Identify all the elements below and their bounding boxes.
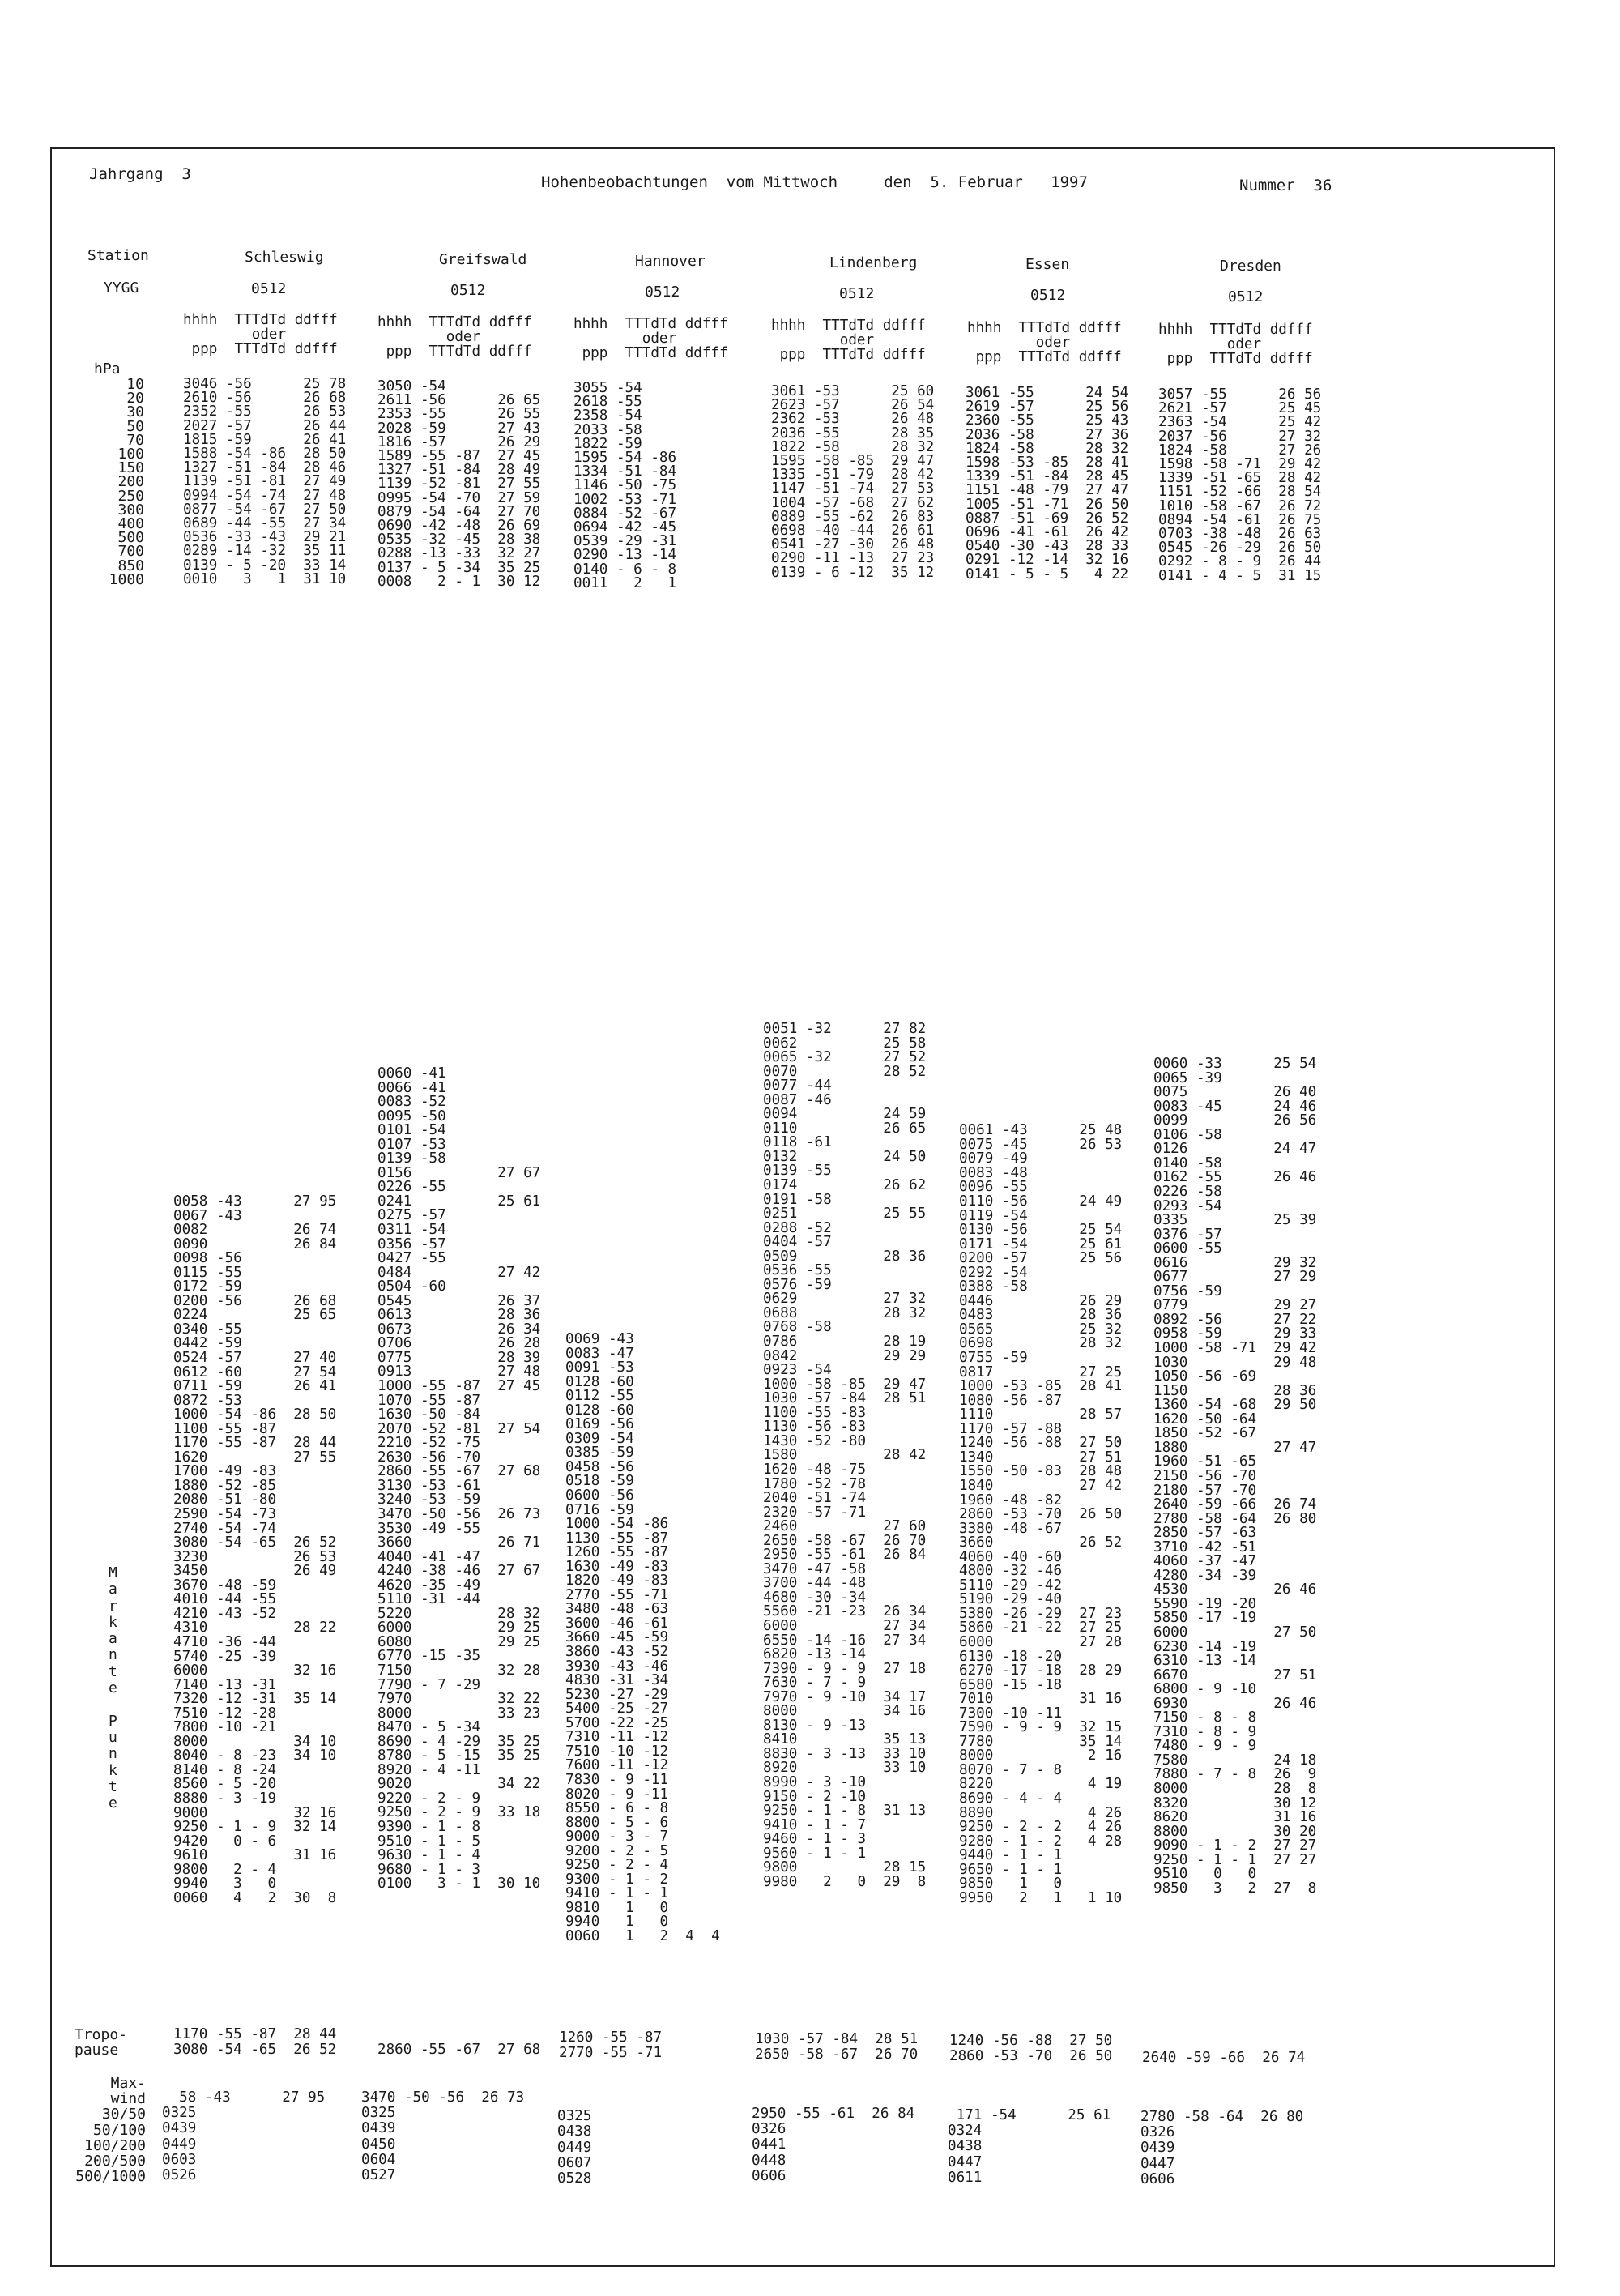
standard-levels-lindenberg: 3061 -53 25 60 2623 -57 26 54 2362 -53 26 48 2036 -55 28 35 1822 -58 28 32 1595 -58 -85 29 47 1335 -51 -79 28 42 1147 -51 -74 27 53 1004 -57 -68 27 62 0889 -55 -62 26 83 0698 -40 -44 26 61 0541 -27 -30 26 48 0290 -11 -13 27 23 0139 - 6 -12 35 12 — [771, 383, 935, 581]
issue-number: Nummer 36 — [1239, 177, 1332, 194]
station-name-lindenberg: Lindenberg — [829, 254, 918, 271]
station-name-schleswig: Schleswig — [245, 249, 324, 266]
station-name-greifswald: Greifswald — [439, 251, 527, 268]
standard-levels-essen: 3061 -55 24 54 2619 -57 25 56 2360 -55 25 43 2036 -58 27 36 1824 -58 28 32 1598 -53 -85 28 41 1339 -51 -84 28 45 1151 -48 -79 27 47 1005 -51 -71 26 50 0887 -51 -69 26 52 0696 -41 -61 26 42 0540 -30 -43 28 33 0291 -12 -14 32 16 0141 - 5 - 5 4 22 — [966, 385, 1129, 583]
tropopause-lindenberg: 1030 -57 -84 28 51 2650 -58 -67 26 70 — [755, 2031, 919, 2063]
maxwind-dresden: 2780 -58 -64 26 80 0326 0439 0447 0606 — [1140, 2109, 1304, 2187]
station-name-essen: Essen — [1025, 256, 1070, 273]
standard-levels-greifswald: 3050 -54 2611 -56 26 65 2353 -55 26 55 2028 -59 27 43 1816 -57 26 29 1589 -55 -87 27 45 1327 -51 -84 28 49 1139 -52 -81 27 55 0995 -54 -70 27 59 0879 -54 -64 27 70 0690 -42 -48 26 69 0535 -32 -45 28 38 0288 -13 -33 32 27 0137 - 5 -34 35 25 0008 2 - 1 30 12 — [377, 378, 541, 590]
maxwind-essen: 171 -54 25 61 0324 0438 0447 0611 — [948, 2107, 1111, 2186]
significant-points-lindenberg: 0051 -32 27 82 0062 25 58 0065 -32 27 52 0070 28 52 0077 -44 0087 -46 0094 24 59 0110 26 65 0118 -61 0132 24 50 0139 -55 0174 26 62 0191 -58 0251 25 55 0288 -52 0404 -57 0509 28 36 0536 -55 0576 -59 0629 27 32 0688 28 32 0768 -58 0786 28 19 0842 29 29 0923 -54 1000 -58 -85 29 47 1030 -57 -84 28 51 1100 -55 -83 1130 -56 -83 1430 -52 -80 1580 28 42 1620 -48 -75 1780 -52 -78 2040 -51 -74 2320 -57 -71 2460 27 60 2650 -58 -67 26 70 2950 -55 -61 26 84 3470 -47 -58 3700 -44 -48 4680 -30 -34 5560 -21 -23 26 34 6000 27 34 6550 -14 -16 27 34 6820 -13 -14 7390 - 9 - 9 27 18 7630 - 7 - 9 7970 - 9 -10 34 17 8000 34 16 8130 - 9 -13 8410 35 13 8830 - 3 -13 33 10 8920 33 10 8990 - 3 -10 9150 - 2 -10 9250 - 1 - 8 31 13 9410 - 1 - 7 9460 - 1 - 3 9560 - 1 - 1 9800 28 15 9980 2 0 29 8 — [763, 1021, 927, 1890]
pressure-levels: 10 20 30 50 70 100 150 200 250 300 400 500 700 850 1000 — [109, 376, 144, 588]
station-date-greifswald: 0512 — [450, 282, 486, 299]
hpa-label: hPa — [94, 361, 121, 378]
station-name-hannover: Hannover — [635, 253, 706, 270]
column-header-hannover: hhhh TTTdTd ddfff oder ppp TTTdTd ddfff — [573, 316, 728, 361]
standard-levels-hannover: 3055 -54 2618 -55 2358 -54 2033 -58 1822 -59 1595 -54 -86 1334 -51 -84 1146 -50 -75 1002 -53 -71 0884 -52 -67 0694 -42 -45 0539 -29 -31 0290 -13 -14 0140 - 6 - 8 0011 2 1 — [573, 380, 677, 591]
significant-points-hannover: 0069 -43 0083 -47 0091 -53 0128 -60 0112 -55 0128 -60 0169 -56 0309 -54 0385 -59 0458 -56 0518 -59 0600 -56 0716 -59 1000 -54 -86 1130 -55 -87 1260 -55 -87 1630 -49 -83 1820 -49 -83 2770 -55 -71 3480 -48 -63 3600 -46 -61 3660 -45 -59 3860 -43 -52 3930 -43 -46 4830 -31 -34 5230 -27 -29 5400 -25 -27 5700 -22 -25 7310 -11 -12 7510 -10 -12 7600 -11 -12 7830 - 9 -11 8020 - 9 -11 8550 - 6 - 8 8800 - 5 - 6 9000 - 3 - 7 9200 - 2 - 5 9250 - 2 - 4 9300 - 1 - 2 9410 - 1 - 1 9810 1 0 9940 1 0 0060 1 2 4 4 — [565, 1331, 720, 1944]
significant-points-essen: 0061 -43 25 48 0075 -45 26 53 0079 -49 0083 -48 0096 -55 0110 -56 24 49 0119 -54 0130 -56 25 54 0171 -54 25 61 0200 -57 25 56 0292 -54 0388 -58 0446 26 29 0483 28 36 0565 25 32 0698 28 32 0755 -59 0817 27 25 1000 -53 -85 28 41 1080 -56 -87 1110 28 57 1170 -57 -88 1240 -56 -88 27 50 1340 27 51 1550 -50 -83 28 48 1840 27 42 1960 -48 -82 2860 -53 -70 26 50 3380 -48 -67 3660 26 52 4060 -40 -60 4800 -32 -46 5110 -29 -42 5190 -29 -40 5380 -26 -29 27 23 5860 -21 -22 27 25 6000 27 28 6130 -18 -20 6270 -17 -18 28 29 6580 -15 -18 7010 31 16 7300 -10 -11 7590 - 9 - 9 32 15 7780 35 14 8000 2 16 8070 - 7 - 8 8220 4 19 8690 - 4 - 4 8890 4 26 9250 - 2 - 2 4 26 9280 - 1 - 2 4 28 9440 - 1 - 1 9650 - 1 - 1 9850 1 0 9950 2 1 1 10 — [959, 1122, 1123, 1906]
tropopause-schleswig: 1170 -55 -87 28 44 3080 -54 -65 26 52 — [173, 2026, 337, 2058]
station-date-lindenberg: 0512 — [839, 285, 875, 302]
maxwind-greifswald: 3470 -50 -56 26 73 0325 0439 0450 0604 0527 — [361, 2089, 525, 2184]
column-header-dresden: hhhh TTTdTd ddfff oder ppp TTTdTd ddfff — [1158, 322, 1313, 367]
tropopause-greifswald: 2860 -55 -67 27 68 — [377, 2042, 541, 2058]
standard-levels-dresden: 3057 -55 26 56 2621 -57 25 45 2363 -54 25 42 2037 -56 27 32 1824 -58 27 26 1598 -58 -71 29 42 1339 -51 -65 28 42 1151 -52 -66 28 54 1010 -58 -67 26 72 0894 -54 -61 26 75 0703 -38 -48 26 63 0545 -26 -29 26 50 0292 - 8 - 9 26 44 0141 - 4 - 5 31 15 — [1158, 386, 1322, 584]
station-date-dresden: 0512 — [1228, 288, 1264, 305]
jahrgang: Jahrgang 3 — [89, 165, 191, 183]
station-name-dresden: Dresden — [1220, 258, 1281, 275]
column-header-essen: hhhh TTTdTd ddfff oder ppp TTTdTd ddfff — [967, 320, 1122, 365]
station-date-schleswig: 0512 — [251, 280, 287, 297]
maxwind-schleswig: 58 -43 27 95 0325 0439 0449 0603 0526 — [162, 2089, 326, 2184]
yygg-label: YYGG — [104, 280, 139, 297]
station-label: Station — [87, 247, 149, 264]
maxwind-label: Max- wind 30/50 50/100 100/200 200/500 500/1000 — [75, 2075, 146, 2186]
station-date-essen: 0512 — [1030, 287, 1066, 304]
column-header-greifswald: hhhh TTTdTd ddfff oder ppp TTTdTd ddfff — [377, 314, 532, 360]
tropopause-dresden: 2640 -59 -66 26 74 — [1142, 2050, 1306, 2066]
markante-punkte-label: M a r k a n t e P u n k t e — [109, 1564, 117, 1812]
significant-points-greifswald: 0060 -41 0066 -41 0083 -52 0095 -50 0101 -54 0107 -53 0139 -58 0156 27 67 0226 -55 0241 25 61 0275 -57 0311 -54 0356 -57 0427 -55 0484 27 42 0504 -60 0545 26 37 0613 28 36 0673 26 34 0706 26 28 0775 28 39 0913 27 48 1000 -55 -87 27 45 1070 -55 -87 1630 -50 -84 2070 -52 -81 27 54 2210 -52 -75 2630 -56 -70 2860 -55 -67 27 68 3130 -53 -61 3240 -53 -59 3470 -50 -56 26 73 3530 -49 -55 3660 26 71 4040 -41 -47 4240 -38 -46 27 67 4620 -35 -49 5110 -31 -44 5220 28 32 6000 29 25 6080 29 25 6770 -15 -35 7150 32 28 7790 - 7 -29 7970 32 22 8000 33 23 8470 - 5 -34 8690 - 4 -29 35 25 8780 - 5 -15 35 25 8920 - 4 -11 9020 34 22 9220 - 2 - 9 9250 - 2 - 9 33 18 9390 - 1 - 8 9510 - 1 - 5 9630 - 1 - 4 9680 - 1 - 3 0100 3 - 1 30 10 — [377, 1065, 541, 1893]
significant-points-schleswig: 0058 -43 27 95 0067 -43 0082 26 74 0090 26 84 0098 -56 0115 -55 0172 -59 0200 -56 26 68 0224 25 65 0340 -55 0442 -59 0524 -57 27 40 0612 -60 27 54 0711 -59 26 41 0872 -53 1000 -54 -86 28 50 1100 -55 -87 1170 -55 -87 28 44 1620 27 55 1700 -49 -83 1880 -52 -85 2080 -51 -80 2590 -54 -73 2740 -54 -74 3080 -54 -65 26 52 3230 26 53 3450 26 49 3670 -48 -59 4010 -44 -55 4210 -43 -52 4310 28 22 4710 -36 -44 5740 -25 -39 6000 32 16 7140 -13 -31 7320 -12 -31 35 14 7510 -12 -28 7800 -10 -21 8000 34 10 8040 - 8 -23 34 10 8140 - 8 -24 8560 - 5 -20 8880 - 3 -19 9000 32 16 9250 - 1 - 9 32 14 9420 0 - 6 9610 31 16 9800 2 - 4 9940 3 0 0060 4 2 30 8 — [173, 1193, 337, 1906]
column-header-schleswig: hhhh TTTdTd ddfff oder ppp TTTdTd ddfff — [183, 312, 338, 357]
tropopause-label: Tropo- pause — [75, 2026, 128, 2059]
significant-points-dresden: 0060 -33 25 54 0065 -39 0075 26 40 0083 -45 24 46 0099 26 56 0106 -58 0126 24 47 0140 -58 0162 -55 26 46 0226 -58 0293 -54 0335 25 39 0376 -57 0600 -55 0616 29 32 0677 27 29 0756 -59 0779 29 27 0892 -56 27 22 0958 -59 29 33 1000 -58 -71 29 42 1030 29 48 1050 -56 -69 1150 28 36 1360 -54 -68 29 50 1620 -50 -64 1850 -52 -67 1880 27 47 1960 -51 -65 2150 -56 -70 2180 -57 -70 2640 -59 -66 26 74 2780 -58 -64 26 80 2850 -57 -63 3710 -42 -51 4060 -37 -47 4280 -34 -39 4530 26 46 5590 -19 -20 5850 -17 -19 6000 27 50 6230 -14 -19 6310 -13 -14 6670 27 51 6800 - 9 -10 6930 26 46 7150 - 8 - 8 7310 - 8 - 9 7480 - 9 - 9 7580 24 18 7880 - 7 - 8 26 9 8000 28 8 8320 30 12 8620 31 16 8800 30 20 9090 - 1 - 2 27 27 9250 - 1 - 1 27 27 9510 0 0 9850 3 2 27 8 — [1153, 1056, 1317, 1897]
maxwind-hannover: 0325 0438 0449 0607 0528 — [557, 2108, 592, 2187]
standard-levels-schleswig: 3046 -56 25 78 2610 -56 26 68 2352 -55 26 53 2027 -57 26 44 1815 -59 26 41 1588 -54 -86 28 50 1327 -51 -84 28 46 1139 -51 -81 27 49 0994 -54 -74 27 48 0877 -54 -67 27 50 0689 -44 -55 27 34 0536 -33 -43 29 21 0289 -14 -32 35 11 0139 - 5 -20 33 14 0010 3 1 31 10 — [183, 376, 347, 587]
column-header-lindenberg: hhhh TTTdTd ddfff oder ppp TTTdTd ddfff — [771, 318, 926, 363]
page-title: Hohenbeobachtungen vom Mittwoch den 5. Februar 1997 — [541, 173, 1088, 191]
tropopause-hannover: 1260 -55 -87 2770 -55 -71 — [559, 2029, 663, 2061]
station-date-hannover: 0512 — [645, 284, 680, 301]
tropopause-essen: 1240 -56 -88 27 50 2860 -53 -70 26 50 — [949, 2033, 1113, 2064]
maxwind-lindenberg: 2950 -55 -61 26 84 0326 0441 0448 0606 — [752, 2106, 915, 2184]
